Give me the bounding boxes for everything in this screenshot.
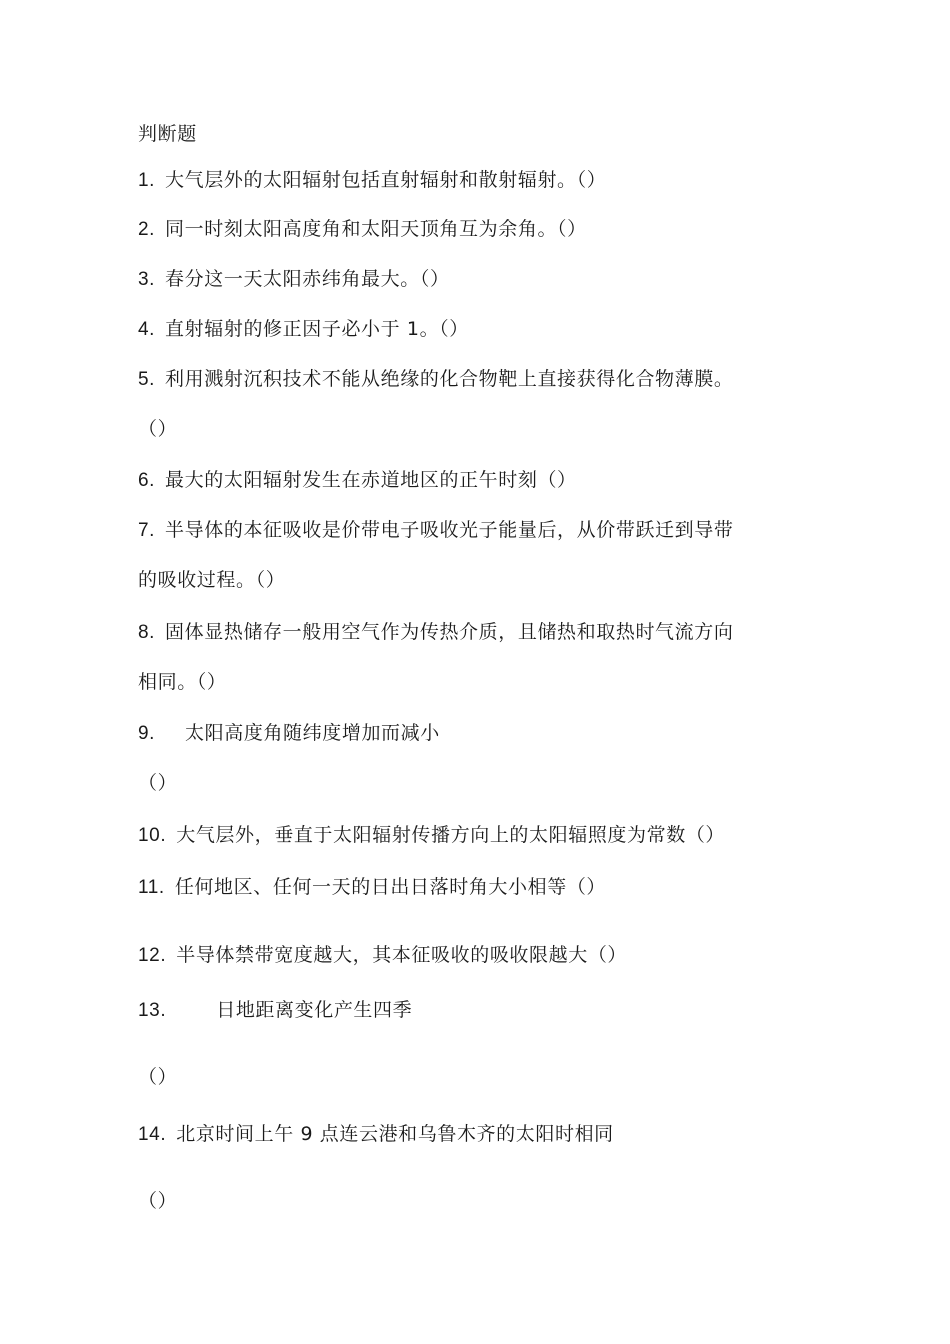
question-8-continuation: 相同。（） xyxy=(138,671,227,693)
question-number: 4. xyxy=(138,319,156,340)
question-text: 同一时刻太阳高度角和太阳天顶角互为余角。（） xyxy=(165,218,587,240)
question-number: 8. xyxy=(138,622,156,643)
question-number: 13. xyxy=(138,1000,167,1021)
question-text: 直射辐射的修正因子必小于 1。（） xyxy=(165,318,469,340)
question-9 xyxy=(138,720,440,747)
question-text: 大气层外的太阳辐射包括直射辐射和散射辐射。（） xyxy=(165,169,607,191)
question-number: 7. xyxy=(138,520,156,541)
question-8 xyxy=(138,619,733,646)
question-text: 任何地区、任何一天的日出日落时角大小相等（） xyxy=(174,876,607,898)
question-13 xyxy=(138,997,412,1024)
question-number: 3. xyxy=(138,269,156,290)
question-text: 利用溅射沉积技术不能从绝缘的化合物靶上直接获得化合物薄膜。 xyxy=(165,368,734,390)
question-7 xyxy=(138,517,733,544)
question-9-continuation: （） xyxy=(138,772,178,794)
question-text: 日地距离变化产生四季 xyxy=(216,999,413,1021)
question-text: 半导体的本征吸收是价带电子吸收光子能量后，从价带跃迁到导带 xyxy=(165,519,734,541)
question-5-continuation: （） xyxy=(138,418,178,440)
question-1 xyxy=(138,167,606,194)
question-6 xyxy=(138,467,577,494)
question-12 xyxy=(138,942,627,969)
question-13-continuation: （） xyxy=(138,1066,178,1088)
question-number: 1. xyxy=(138,170,156,191)
question-number: 6. xyxy=(138,470,156,491)
question-number: 5. xyxy=(138,369,156,390)
question-11 xyxy=(138,874,606,901)
question-text: 固体显热储存一般用空气作为传热介质，且储热和取热时气流方向 xyxy=(165,621,734,643)
question-number: 11. xyxy=(138,877,165,898)
question-number: 2. xyxy=(138,219,156,240)
question-4 xyxy=(138,316,469,343)
question-text: 春分这一天太阳赤纬角最大。（） xyxy=(165,268,450,290)
question-number: 12. xyxy=(138,945,167,966)
question-text: 最大的太阳辐射发生在赤道地区的正午时刻（） xyxy=(165,469,577,491)
question-14-continuation: （） xyxy=(138,1190,178,1212)
question-number: 10. xyxy=(138,825,167,846)
question-2 xyxy=(138,216,587,243)
question-text: 太阳高度角随纬度增加而减小 xyxy=(185,722,440,744)
question-text: 大气层外，垂直于太阳辐射传播方向上的太阳辐照度为常数（） xyxy=(176,824,726,846)
question-5 xyxy=(138,366,733,393)
section-heading: 判断题 xyxy=(138,123,197,145)
question-text: 北京时间上午 9 点连云港和乌鲁木齐的太阳时相同 xyxy=(176,1123,614,1145)
question-10 xyxy=(138,822,725,849)
question-text: 半导体禁带宽度越大，其本征吸收的吸收限越大（） xyxy=(176,944,628,966)
question-number: 14. xyxy=(138,1124,167,1145)
question-number: 9. xyxy=(138,723,156,744)
question-14 xyxy=(138,1121,614,1148)
question-3 xyxy=(138,266,450,293)
question-7-continuation: 的吸收过程。（） xyxy=(138,569,286,591)
